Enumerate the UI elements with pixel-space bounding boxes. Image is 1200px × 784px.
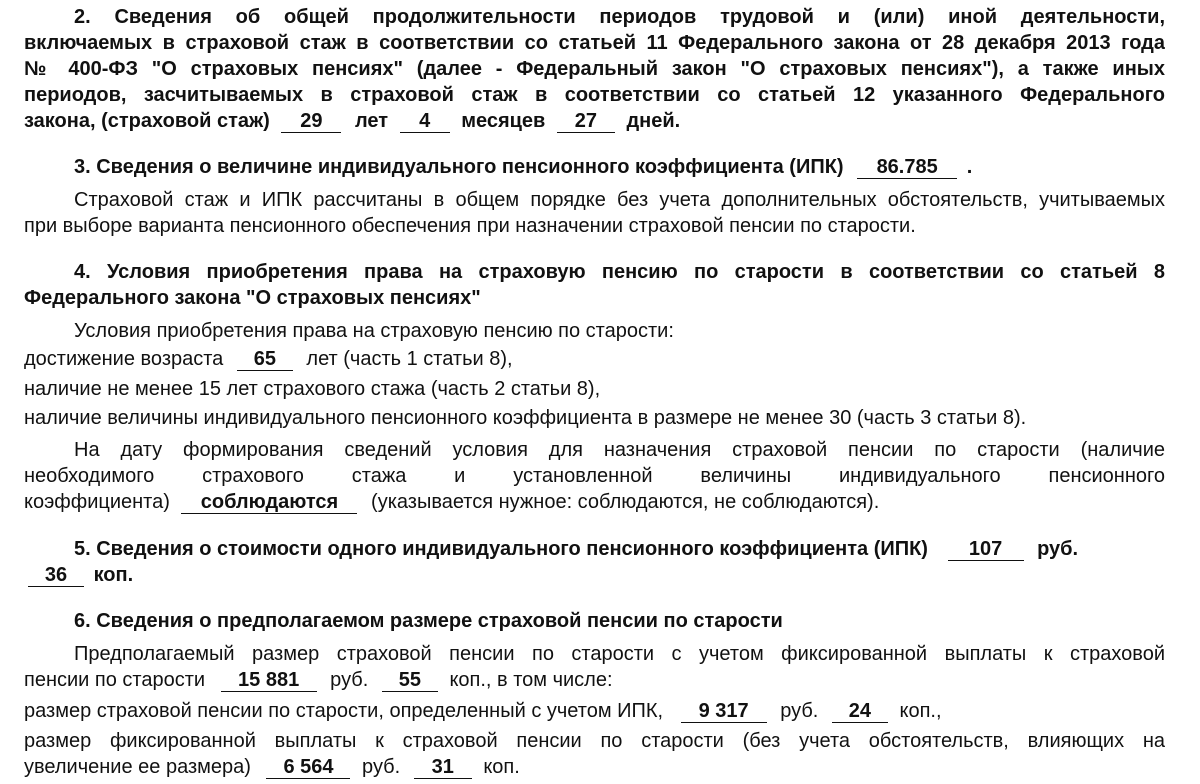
section3-para-line2: при выборе варианта пенсионного обеспечения при назначении страховой пенсии по старости. — [24, 215, 916, 237]
section3-heading — [74, 154, 1165, 180]
section6-heading: 6. Сведения о предполагаемом размере страховой пенсии по старости — [74, 610, 783, 632]
months-value: 4 — [400, 111, 450, 133]
section2-line5 — [24, 108, 1165, 134]
total-pension-tail: коп., в том числе: — [449, 669, 613, 691]
ipk-pension-line — [24, 698, 1165, 724]
age-condition — [24, 346, 1165, 372]
fixed-payment-line1: размер фиксированной выплаты к страховой пенсии по старости (без учета обстоятельств, влияющих на — [24, 730, 1165, 752]
fixed-payment-label: увеличение ее размера) — [24, 756, 251, 778]
months-unit: месяцев — [461, 110, 546, 132]
section4-intro: Условия приобретения права на страховую пенсию по старости: — [74, 320, 674, 342]
fixed-payment-kop-unit: коп. — [483, 756, 520, 778]
total-pension-rub-unit: руб. — [330, 669, 369, 691]
conditions-status-value: соблюдаются — [181, 492, 357, 514]
stazh-condition: наличие не менее 15 лет страхового стажа (часть 2 статьи 8), — [24, 378, 601, 400]
section2-line4: периодов, засчитываемых в страховой стаж в соответствии со статьей 12 указанного Федерального — [24, 84, 1165, 106]
section6-para-line1: Предполагаемый размер страховой пенсии по старости с учетом фиксированной выплаты к страховой — [74, 643, 1165, 665]
status-note: (указывается нужное: соблюдаются, не соблюдаются). — [371, 491, 880, 513]
ipk-pension-rub: 9 317 — [681, 701, 767, 723]
fixed-payment-rub: 6 564 — [266, 757, 350, 779]
ipk-pension-rub-unit: руб. — [780, 700, 819, 722]
section5-heading-text: 5. Сведения о стоимости одного индивидуального пенсионного коэффициента (ИПК) — [74, 538, 928, 560]
section3-heading-end: . — [966, 156, 973, 178]
total-pension-rub: 15 881 — [221, 670, 317, 692]
fixed-payment-line2 — [24, 754, 1165, 780]
section2-line1: 2. Сведения об общей продолжительности периодов трудовой и (или) иной деятельности, — [74, 6, 1165, 28]
section2-line2: включаемых в страховой стаж в соответствии со статьей 11 Федерального закона от 28 декабря 2013 года — [24, 32, 1165, 54]
ipk-pension-kop-unit: коп., — [899, 700, 942, 722]
section2-line3: № 400-ФЗ "О страховых пенсиях" (далее - Федеральный закон "О страховых пенсиях"), а также иных — [24, 58, 1165, 80]
fixed-payment-rub-unit: руб. — [362, 756, 401, 778]
section4-heading-line2: Федерального закона "О страховых пенсиях" — [24, 287, 481, 309]
years-value: 29 — [281, 111, 341, 133]
section4-heading-line1: 4. Условия приобретения права на страховую пенсию по старости в соответствии со статьей 8 — [74, 261, 1165, 283]
total-pension-label: пенсии по старости — [24, 669, 206, 691]
age-value: 65 — [237, 349, 293, 371]
total-pension-line — [24, 667, 1165, 693]
section4-status-line2: необходимого страхового стажа и установленной величины индивидуального пенсионного — [24, 465, 1165, 487]
age-condition-label: достижение возраста — [24, 348, 224, 370]
ipk-pension-label: размер страховой пенсии по старости, определенный с учетом ИПК, — [24, 700, 664, 722]
years-unit: лет — [354, 110, 389, 132]
ipk-cost-kop-unit: коп. — [93, 564, 134, 586]
ipk-condition: наличие величины индивидуального пенсионного коэффициента в размере не менее 30 (часть 3 статьи 8). — [24, 407, 1027, 429]
age-condition-tail: лет (часть 1 статьи 8), — [306, 348, 513, 370]
ipk-cost-rub-unit: руб. — [1037, 538, 1079, 560]
ipk-value: 86.785 — [857, 157, 957, 179]
section4-status-line3 — [24, 489, 1165, 515]
days-value: 27 — [557, 111, 615, 133]
fixed-payment-kop: 31 — [414, 757, 472, 779]
insurance-period-label: закона, (страховой стаж) — [24, 110, 270, 132]
section5-kop-line — [24, 562, 1165, 588]
coefficient-label: коэффициента) — [24, 491, 170, 513]
days-unit: дней. — [626, 110, 681, 132]
section4-status-line1: На дату формирования сведений условия для назначения страховой пенсии по старости (наличие — [74, 439, 1165, 461]
total-pension-kop: 55 — [382, 670, 438, 692]
section5-heading — [74, 536, 1165, 562]
section3-para-line1: Страховой стаж и ИПК рассчитаны в общем порядке без учета дополнительных обстоятельств, учитываемых — [74, 189, 1165, 211]
ipk-cost-kop-value: 36 — [28, 565, 84, 587]
ipk-cost-rub-value: 107 — [948, 539, 1024, 561]
ipk-pension-kop: 24 — [832, 701, 888, 723]
section3-heading-text: 3. Сведения о величине индивидуального пенсионного коэффициента (ИПК) — [74, 156, 844, 178]
